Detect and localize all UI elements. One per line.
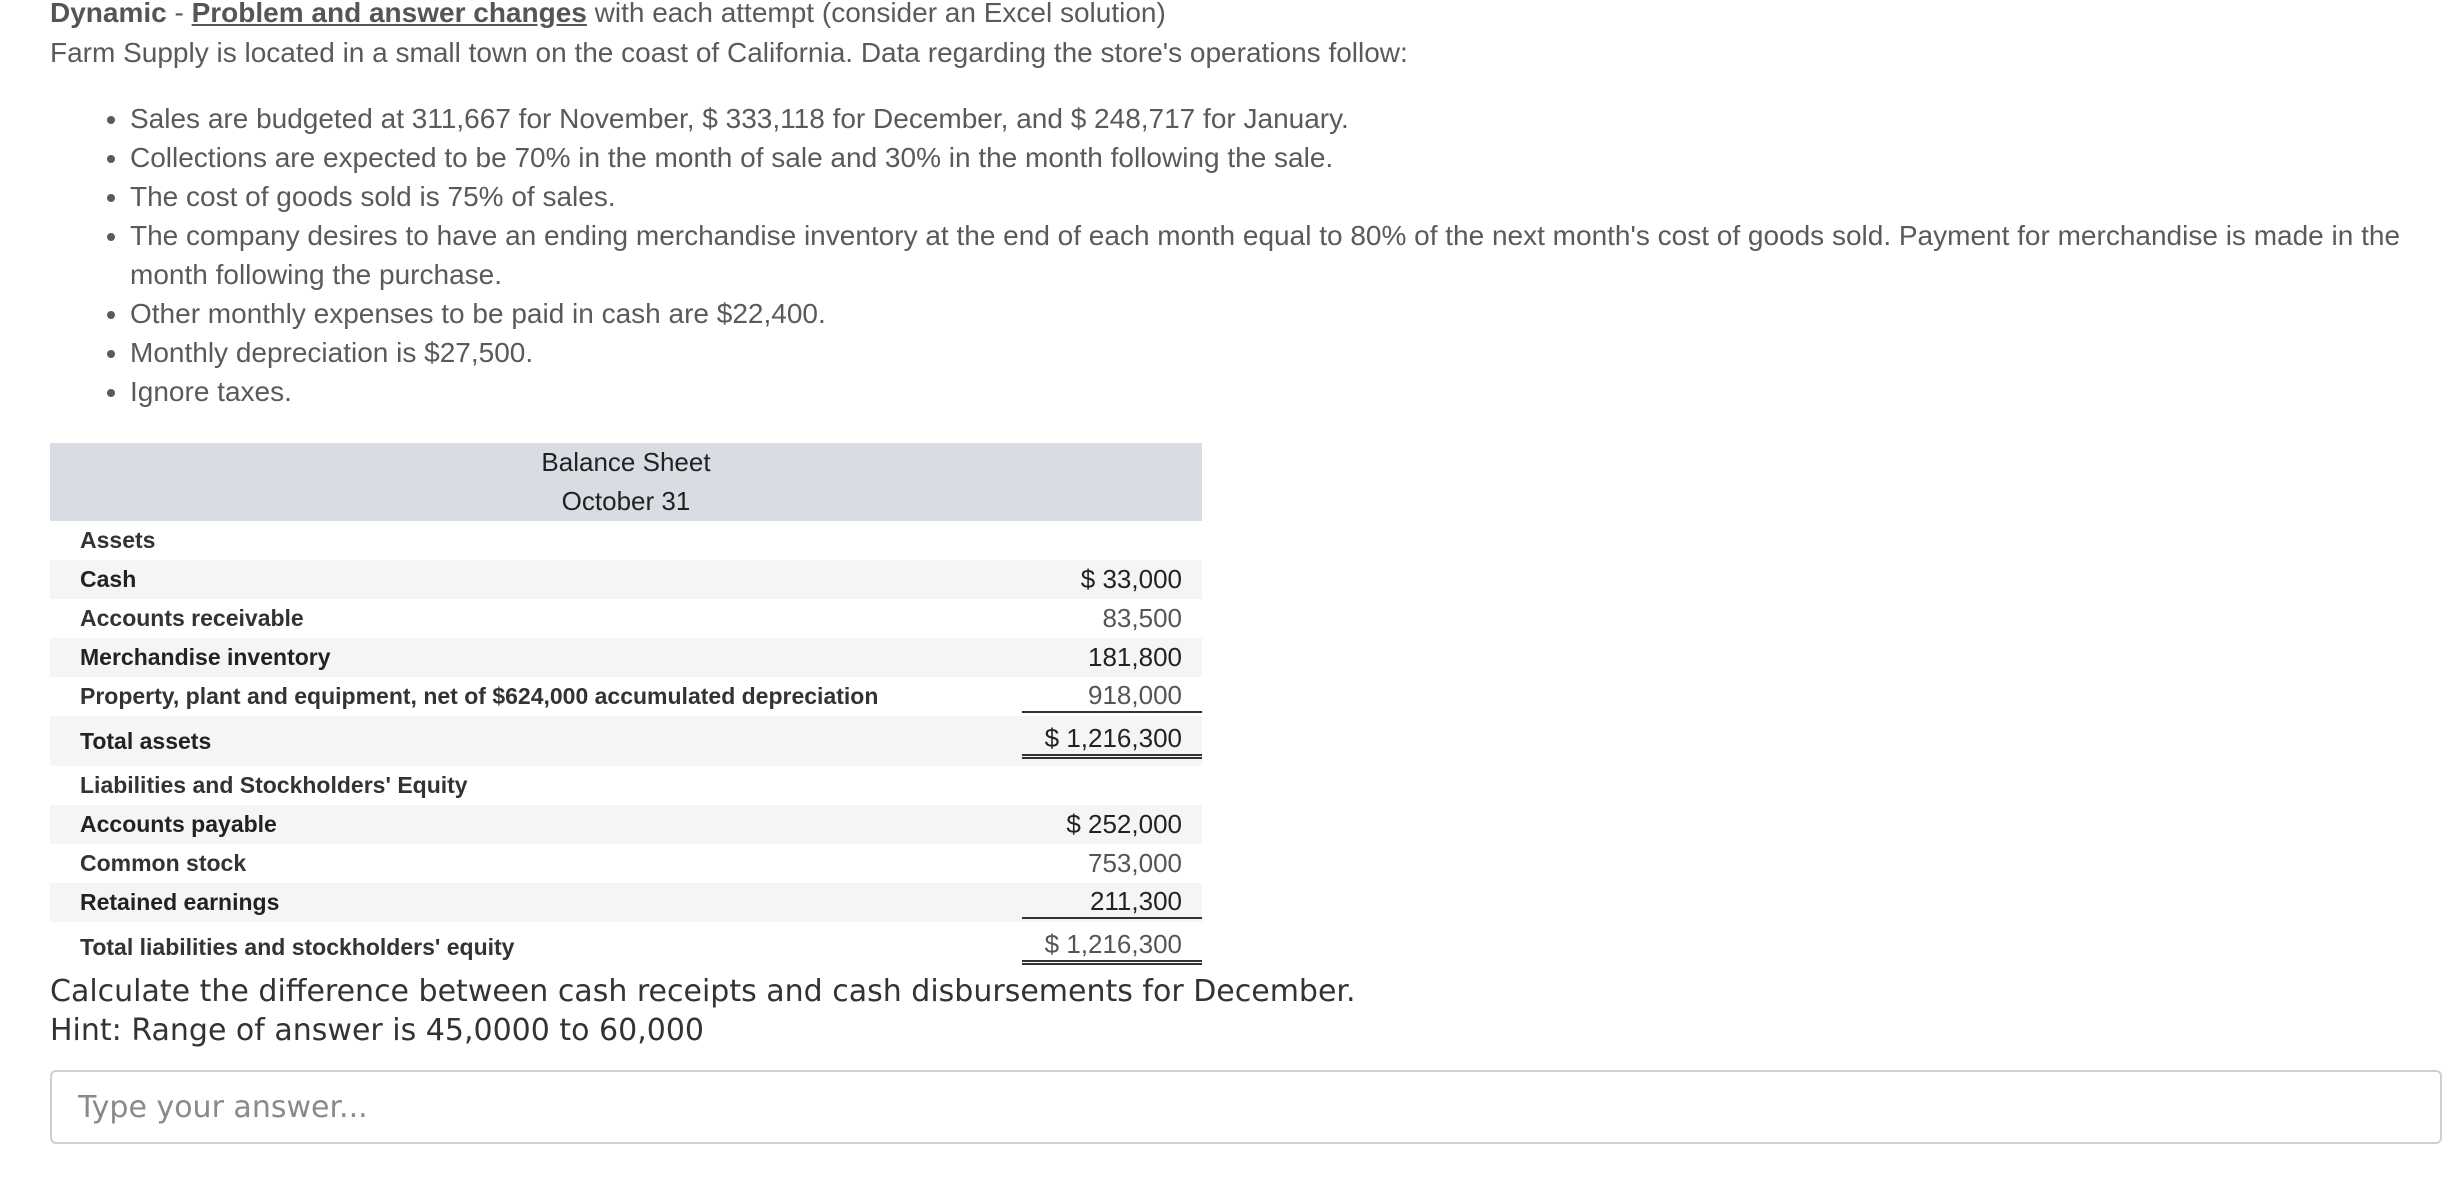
table-row bbox=[50, 883, 1202, 922]
ar-label: Accounts receivable bbox=[80, 605, 304, 631]
problem-description: Farm Supply is located in a small town on the coast of California. Data regarding the store's operations follow: bbox=[50, 37, 1408, 68]
list-item: • Sales are budgeted at 311,667 for November, $ 333,118 for December, and $ 248,717 for January. bbox=[130, 99, 2440, 138]
intro-line bbox=[50, 0, 2440, 33]
list-item: • Ignore taxes. bbox=[130, 372, 2440, 411]
ppe-label: Property, plant and equipment, net of $624,000 accumulated depreciation bbox=[80, 683, 879, 709]
table-row bbox=[50, 521, 1202, 560]
retained-earnings-value: 211,300 bbox=[1022, 886, 1202, 919]
list-item: • Monthly depreciation is $27,500. bbox=[130, 333, 2440, 372]
question-content bbox=[50, 0, 2440, 1144]
table-row bbox=[50, 844, 1202, 883]
assets-heading: Assets bbox=[80, 527, 156, 553]
total-assets-label: Total assets bbox=[80, 727, 212, 754]
list-item: • The cost of goods sold is 75% of sales. bbox=[130, 177, 2440, 216]
list-item: • The company desires to have an ending merchandise inventory at the end of each month equal to 80% of the next month's cost of goods sold. Payment for merchandise is made in the month following the purchase. bbox=[130, 216, 2440, 294]
answer-input[interactable] bbox=[76, 1089, 2440, 1126]
list-item: • Other monthly expenses to be paid in cash are $22,400. bbox=[130, 294, 2440, 333]
assumptions-list bbox=[50, 99, 2440, 411]
cash-value: $ 33,000 bbox=[1080, 564, 1182, 594]
common-stock-value: 753,000 bbox=[1088, 848, 1182, 878]
inventory-value: 181,800 bbox=[1088, 642, 1182, 672]
intro-separator: - bbox=[166, 0, 192, 28]
total-assets-value: $ 1,216,300 bbox=[1022, 723, 1202, 759]
list-item: • Collections are expected to be 70% in the month of sale and 30% in the month following the sale. bbox=[130, 138, 2440, 177]
total-le-value: $ 1,216,300 bbox=[1022, 929, 1202, 965]
balance-sheet-header bbox=[50, 443, 1202, 521]
balance-sheet-title: Balance Sheet bbox=[541, 447, 711, 477]
table-row bbox=[50, 638, 1202, 677]
ap-label: Accounts payable bbox=[80, 811, 277, 837]
inventory-label: Merchandise inventory bbox=[80, 644, 331, 670]
question-text: Calculate the difference between cash receipts and cash disbursements for December. bbox=[50, 974, 1356, 1009]
answer-box[interactable] bbox=[50, 1070, 2442, 1144]
table-row bbox=[50, 805, 1202, 844]
intro-prefix: Dynamic bbox=[50, 0, 167, 28]
liabilities-heading: Liabilities and Stockholders' Equity bbox=[80, 772, 468, 798]
table-row bbox=[50, 677, 1202, 716]
balance-sheet-date: October 31 bbox=[561, 486, 691, 516]
problem-changes-link[interactable]: Problem and answer changes bbox=[191, 0, 587, 28]
total-le-label: Total liabilities and stockholders' equity bbox=[80, 933, 515, 960]
table-row bbox=[50, 560, 1202, 599]
ap-value: $ 252,000 bbox=[1066, 809, 1182, 839]
table-row bbox=[50, 922, 1202, 972]
table-row bbox=[50, 599, 1202, 638]
common-stock-label: Common stock bbox=[80, 850, 247, 876]
balance-sheet-table bbox=[50, 443, 1202, 972]
table-row bbox=[50, 716, 1202, 766]
intro-suffix: with each attempt (consider an Excel solution) bbox=[586, 0, 1166, 28]
retained-earnings-label: Retained earnings bbox=[80, 889, 280, 915]
ppe-value: 918,000 bbox=[1022, 680, 1202, 713]
question-hint: Hint: Range of answer is 45,0000 to 60,000 bbox=[50, 1013, 704, 1048]
table-row bbox=[50, 766, 1202, 805]
ar-value: 83,500 bbox=[1102, 603, 1182, 633]
cash-label: Cash bbox=[80, 566, 137, 592]
